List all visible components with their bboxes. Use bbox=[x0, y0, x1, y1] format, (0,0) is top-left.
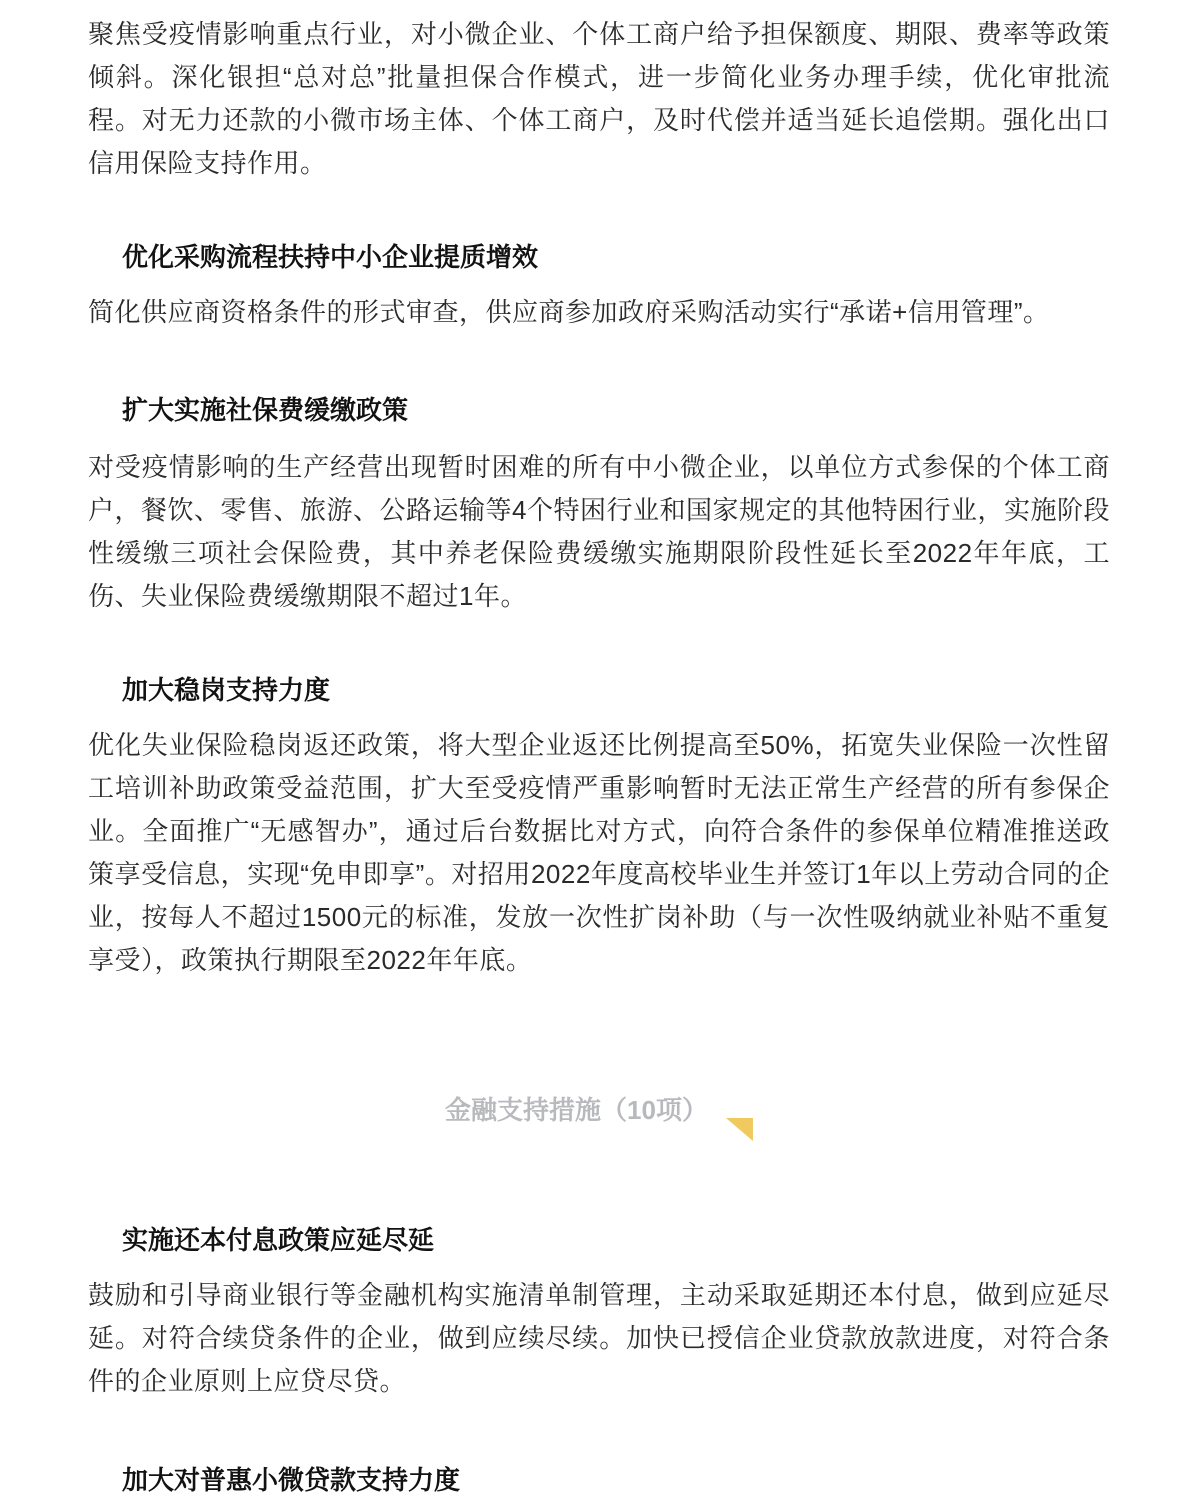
heading-procurement-support: 优化采购流程扶持中小企业提质增效 bbox=[122, 242, 539, 272]
paragraph-job-stability-support: 优化失业保险稳岗返还政策，将大型企业返还比例提高至50%，拓宽失业保险一次性留工培训补助政策受益范围，扩大至受疫情严重影响暂时无法正常生产经营的所有参保企业。全面推广“无感智办”，通过后台数据比对方式，向符合条件的参保单位精准推送政策享受信息，实现“免申即享”。对招用2022年度高校毕业生并签订1年以上劳动合同的企业，按每人不超过1500元的标准，发放一次性扩岗补助（与一次性吸纳就业补贴不重复享受），政策执行期限至2022年年底。 bbox=[88, 730, 1110, 975]
heading-inclusive-micro-loans: 加大对普惠小微贷款支持力度 bbox=[122, 1465, 461, 1495]
section-title-text: 金融支持措施（10项） bbox=[445, 1095, 708, 1125]
heading-job-stability-support: 加大稳岗支持力度 bbox=[122, 675, 331, 705]
paragraph-guarantee-support: 聚焦受疫情影响重点行业，对小微企业、个体工商户给予担保额度、期限、费率等政策倾斜。深化银担“总对总”批量担保合作模式，进一步简化业务办理手续，优化审批流程。对无力还款的小微市场主体、个体工商户，及时代偿并适当延长追偿期。强化出口信用保险支持作用。 bbox=[88, 19, 1110, 178]
gold-triangle-icon bbox=[726, 1118, 753, 1141]
section-title-financial-support bbox=[88, 1089, 1110, 1132]
heading-loan-repayment-extension: 实施还本付息政策应延尽延 bbox=[122, 1225, 435, 1255]
paragraph-loan-repayment-extension: 鼓励和引导商业银行等金融机构实施清单制管理，主动采取延期还本付息，做到应延尽延。对符合续贷条件的企业，做到应续尽续。加快已授信企业贷款放款进度，对符合条件的企业原则上应贷尽贷。 bbox=[88, 1280, 1110, 1396]
paragraph-social-insurance-deferral: 对受疫情影响的生产经营出现暂时困难的所有中小微企业，以单位方式参保的个体工商户，餐饮、零售、旅游、公路运输等4个特困行业和国家规定的其他特困行业，实施阶段性缓缴三项社会保险费，其中养老保险费缓缴实施期限阶段性延长至2022年年底，工伤、失业保险费缓缴期限不超过1年。 bbox=[88, 452, 1110, 611]
heading-social-insurance-deferral: 扩大实施社保费缓缴政策 bbox=[122, 395, 409, 425]
paragraph-procurement-support: 简化供应商资格条件的形式审查，供应商参加政府采购活动实行“承诺+信用管理”。 bbox=[88, 297, 1050, 327]
